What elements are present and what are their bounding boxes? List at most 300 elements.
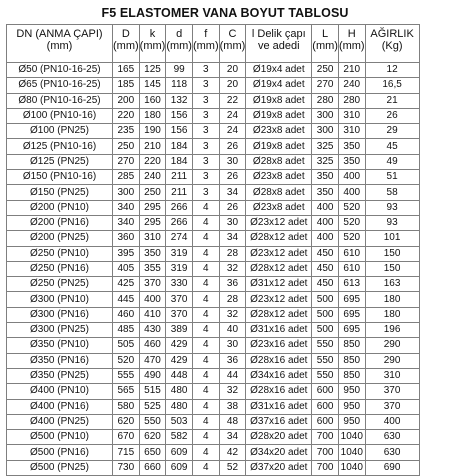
table-cell: 45 [365,139,419,154]
table-cell: 1040 [338,460,365,475]
table-cell: 52 [219,460,246,475]
table-cell: 4 [192,307,219,322]
table-cell: 500 [312,292,339,307]
table-cell: 180 [365,307,419,322]
table-cell: Ø19x4 adet [246,63,312,78]
table-cell: 4 [192,323,219,338]
table-cell: 520 [113,353,140,368]
table-cell: Ø200 (PN10) [7,200,113,215]
table-cell: 300 [312,124,339,139]
column-header-line: l Delik çapı [251,28,306,40]
table-cell: 450 [312,261,339,276]
column-header [312,25,339,63]
table-row [7,215,420,230]
table-cell: 4 [192,338,219,353]
table-cell: 310 [365,368,419,383]
table-cell: Ø28x16 adet [246,384,312,399]
table-cell: 520 [338,231,365,246]
table-cell: 266 [166,215,193,230]
table-cell: 490 [139,368,166,383]
table-row [7,108,420,123]
table-cell: Ø300 (PN16) [7,307,113,322]
table-cell: 400 [338,170,365,185]
table-cell: 4 [192,231,219,246]
table-cell: Ø350 (PN25) [7,368,113,383]
table-cell: 4 [192,368,219,383]
table-cell: 445 [113,292,140,307]
table-row [7,78,420,93]
table-row [7,460,420,475]
table-cell: 4 [192,414,219,429]
table-cell: 211 [166,185,193,200]
table-cell: Ø23x12 adet [246,292,312,307]
column-header-line: (Kg) [381,40,403,52]
table-cell: 850 [338,353,365,368]
table-cell: 695 [338,292,365,307]
table-cell: Ø23x8 adet [246,200,312,215]
table-cell: Ø19x4 adet [246,78,312,93]
column-header-line: H [347,28,356,40]
table-cell: 12 [365,63,419,78]
table-cell: Ø28x12 adet [246,261,312,276]
table-cell: Ø23x12 adet [246,246,312,261]
table-cell: Ø350 (PN10) [7,338,113,353]
table-cell: Ø300 (PN25) [7,323,113,338]
table-cell: Ø34x16 adet [246,368,312,383]
table-cell: 1040 [338,430,365,445]
table-cell: 4 [192,277,219,292]
table-row [7,63,420,78]
table-cell: 350 [312,170,339,185]
table-cell: 550 [312,368,339,383]
table-cell: 300 [113,185,140,200]
table-cell: 24 [219,108,246,123]
table-cell: 310 [338,124,365,139]
table-cell: 660 [139,460,166,475]
table-cell: 235 [113,124,140,139]
table-cell: 319 [166,261,193,276]
column-header-line: L [322,28,329,40]
column-header-line: d [176,28,183,40]
table-cell: 700 [312,430,339,445]
table-cell: Ø400 (PN10) [7,384,113,399]
table-cell: Ø500 (PN10) [7,430,113,445]
table-cell: 118 [166,78,193,93]
table-cell: 460 [113,307,140,322]
table-cell: 650 [139,445,166,460]
table-cell: Ø150 (PN10-16) [7,170,113,185]
dimension-table [6,24,420,476]
table-cell: 156 [166,124,193,139]
table-cell: 185 [113,78,140,93]
table-cell: 180 [365,292,419,307]
table-cell: 555 [113,368,140,383]
table-row [7,414,420,429]
table-cell: 310 [338,108,365,123]
table-cell: 28 [219,246,246,261]
table-cell: 400 [312,215,339,230]
table-row [7,399,420,414]
table-cell: 325 [312,154,339,169]
table-cell: 280 [338,93,365,108]
table-cell: 220 [113,108,140,123]
table-cell: 40 [219,323,246,338]
table-cell: 156 [166,108,193,123]
table-cell: 21 [365,93,419,108]
table-cell: 503 [166,414,193,429]
table-cell: 450 [312,246,339,261]
table-cell: 695 [338,323,365,338]
column-header-line: k [149,28,156,40]
table-cell: 266 [166,200,193,215]
column-header [246,25,312,63]
table-cell: 150 [365,246,419,261]
table-cell: Ø125 (PN10-16) [7,139,113,154]
table-cell: 370 [365,399,419,414]
table-cell: 610 [338,246,365,261]
table-cell: 425 [113,277,140,292]
table-cell: 163 [365,277,419,292]
column-header [139,25,166,63]
table-cell: 26 [219,139,246,154]
table-cell: 310 [139,231,166,246]
table-cell: 240 [139,170,166,185]
column-header [365,25,419,63]
table-cell: Ø23x16 adet [246,338,312,353]
table-cell: Ø28x8 adet [246,185,312,200]
table-cell: 580 [113,399,140,414]
table-cell: 26 [365,108,419,123]
page-title: F5 ELASTOMER VANA BOYUT TABLOSU [101,6,349,20]
table-cell: 36 [219,277,246,292]
table-cell: 42 [219,445,246,460]
column-header-line: (mm) [312,40,338,52]
table-cell: 730 [113,460,140,475]
table-cell: 3 [192,63,219,78]
table-cell: 1040 [338,445,365,460]
table-cell: 32 [219,384,246,399]
table-row [7,246,420,261]
table-row [7,368,420,383]
table-cell: 3 [192,124,219,139]
table-cell: 58 [365,185,419,200]
table-cell: Ø250 (PN10) [7,246,113,261]
table-cell: Ø23x8 adet [246,124,312,139]
column-header-line: AĞIRLIK [370,28,414,40]
column-header-line: ve adedi [257,40,300,52]
table-cell: 34 [219,430,246,445]
table-cell: Ø31x12 adet [246,277,312,292]
table-cell: Ø200 (PN25) [7,231,113,246]
table-cell: 20 [219,78,246,93]
table-cell: 36 [219,353,246,368]
table-cell: 16,5 [365,78,419,93]
table-cell: 32 [219,307,246,322]
table-cell: 609 [166,460,193,475]
table-cell: 4 [192,261,219,276]
table-cell: 400 [312,231,339,246]
table-cell: 190 [139,124,166,139]
column-header-line: (mm) [192,40,219,52]
table-cell: 565 [113,384,140,399]
table-row [7,323,420,338]
table-row [7,445,420,460]
table-cell: 3 [192,78,219,93]
table-cell: 3 [192,185,219,200]
table-cell: Ø28x16 adet [246,353,312,368]
table-cell: 38 [219,399,246,414]
table-cell: 22 [219,93,246,108]
table-cell: 610 [338,261,365,276]
table-cell: 600 [312,399,339,414]
table-cell: 520 [338,200,365,215]
column-header-line: D [121,28,130,40]
table-row [7,307,420,322]
table-cell: Ø400 (PN16) [7,399,113,414]
table-cell: 670 [113,430,140,445]
table-cell: 389 [166,323,193,338]
table-cell: Ø100 (PN10-16) [7,108,113,123]
table-cell: 196 [365,323,419,338]
table-cell: 400 [338,185,365,200]
table-cell: 51 [365,170,419,185]
table-cell: Ø28x12 adet [246,231,312,246]
table-cell: 3 [192,108,219,123]
column-header [166,25,193,63]
table-cell: Ø200 (PN16) [7,215,113,230]
table-cell: 525 [139,399,166,414]
table-cell: 4 [192,460,219,475]
table-cell: 350 [338,154,365,169]
table-cell: 250 [312,63,339,78]
table-row [7,261,420,276]
table-cell: 300 [312,108,339,123]
table-row [7,353,420,368]
table-cell: 950 [338,384,365,399]
table-cell: Ø100 (PN25) [7,124,113,139]
table-cell: 285 [113,170,140,185]
table-cell: Ø31x16 adet [246,399,312,414]
table-cell: 26 [219,170,246,185]
table-cell: Ø350 (PN16) [7,353,113,368]
table-row [7,139,420,154]
table-cell: Ø400 (PN25) [7,414,113,429]
table-cell: 30 [219,215,246,230]
table-cell: 290 [365,338,419,353]
table-row [7,292,420,307]
table-cell: Ø37x16 adet [246,414,312,429]
table-cell: 582 [166,430,193,445]
table-cell: 550 [139,414,166,429]
table-cell: 600 [312,414,339,429]
table-cell: 850 [338,338,365,353]
table-cell: 290 [365,353,419,368]
column-header-line: C [228,28,237,40]
table-cell: 4 [192,200,219,215]
column-header-line: (mm) [338,40,365,52]
table-cell: 850 [338,368,365,383]
table-cell: 480 [166,384,193,399]
column-header-line: f [204,28,208,40]
table-cell: 360 [113,231,140,246]
table-cell: Ø125 (PN25) [7,154,113,169]
table-cell: 520 [338,215,365,230]
table-cell: 4 [192,292,219,307]
table-row [7,170,420,185]
table-cell: 350 [312,185,339,200]
table-row [7,430,420,445]
table-cell: 370 [166,307,193,322]
table-cell: 505 [113,338,140,353]
table-cell: 26 [219,200,246,215]
table-cell: 370 [139,277,166,292]
column-header [192,25,219,63]
table-cell: 295 [139,200,166,215]
column-header-line: (mm) [166,40,192,52]
table-row [7,338,420,353]
table-cell: Ø28x20 adet [246,430,312,445]
table-cell: 695 [338,307,365,322]
table-cell: 274 [166,231,193,246]
table-row [7,124,420,139]
table-cell: 430 [139,323,166,338]
table-cell: 613 [338,277,365,292]
table-cell: 3 [192,139,219,154]
table-cell: 99 [166,63,193,78]
table-cell: 370 [365,384,419,399]
table-cell: Ø50 (PN10-16-25) [7,63,113,78]
table-cell: Ø80 (PN10-16-25) [7,93,113,108]
table-cell: 340 [113,215,140,230]
table-cell: 450 [312,277,339,292]
table-cell: 429 [166,338,193,353]
column-header [113,25,140,63]
table-cell: 210 [139,139,166,154]
table-cell: 30 [219,154,246,169]
table-cell: 29 [365,124,419,139]
table-cell: 184 [166,154,193,169]
table-body [7,63,420,476]
table-cell: 34 [219,231,246,246]
table-cell: 630 [365,430,419,445]
column-header [7,25,113,63]
table-cell: 24 [219,124,246,139]
table-cell: Ø250 (PN25) [7,277,113,292]
table-cell: 48 [219,414,246,429]
table-cell: 220 [139,154,166,169]
table-cell: Ø65 (PN10-16-25) [7,78,113,93]
table-cell: Ø28x12 adet [246,307,312,322]
table-cell: Ø19x8 adet [246,108,312,123]
table-cell: 93 [365,215,419,230]
column-header-line: (mm) [139,40,166,52]
table-cell: 700 [312,460,339,475]
table-cell: 145 [139,78,166,93]
table-cell: 448 [166,368,193,383]
table-cell: Ø37x20 adet [246,460,312,475]
table-cell: 609 [166,445,193,460]
table-cell: 44 [219,368,246,383]
table-cell: 4 [192,445,219,460]
table-cell: 950 [338,414,365,429]
table-cell: 410 [139,307,166,322]
table-cell: 600 [312,384,339,399]
column-header [338,25,365,63]
table-cell: Ø19x8 adet [246,93,312,108]
table-cell: 715 [113,445,140,460]
table-cell: 355 [139,261,166,276]
table-cell: 630 [365,445,419,460]
table-cell: 350 [338,139,365,154]
table-cell: 400 [312,200,339,215]
table-cell: 550 [312,338,339,353]
table-cell: 370 [166,292,193,307]
table-cell: 319 [166,246,193,261]
table-cell: Ø31x16 adet [246,323,312,338]
table-cell: 700 [312,445,339,460]
table-cell: 30 [219,338,246,353]
table-cell: Ø23x8 adet [246,170,312,185]
table-cell: 485 [113,323,140,338]
table-cell: 210 [338,63,365,78]
table-cell: 34 [219,185,246,200]
table-cell: 470 [139,353,166,368]
table-cell: 4 [192,215,219,230]
table-cell: 93 [365,200,419,215]
table-header [7,25,420,63]
table-row [7,384,420,399]
table-cell: 4 [192,430,219,445]
table-cell: 330 [166,277,193,292]
table-cell: 4 [192,384,219,399]
table-cell: Ø19x8 adet [246,139,312,154]
table-cell: 250 [139,185,166,200]
table-cell: Ø500 (PN25) [7,460,113,475]
column-header-line: (mm) [219,40,246,52]
table-row [7,277,420,292]
table-cell: 211 [166,170,193,185]
table-cell: 160 [139,93,166,108]
table-row [7,93,420,108]
table-cell: 125 [139,63,166,78]
table-cell: 4 [192,353,219,368]
table-cell: 184 [166,139,193,154]
table-cell: 270 [312,78,339,93]
table-cell: 295 [139,215,166,230]
column-header-line: DN (ANMA ÇAPI) [16,28,103,40]
table-cell: 620 [113,414,140,429]
table-cell: 429 [166,353,193,368]
table-cell: 395 [113,246,140,261]
table-cell: 3 [192,93,219,108]
table-row [7,185,420,200]
table-cell: 49 [365,154,419,169]
table-cell: 400 [139,292,166,307]
table-cell: 690 [365,460,419,475]
table-cell: 3 [192,154,219,169]
table-cell: 132 [166,93,193,108]
table-cell: 280 [312,93,339,108]
table-cell: Ø23x12 adet [246,215,312,230]
table-cell: 32 [219,261,246,276]
table-cell: 180 [139,108,166,123]
table-cell: 200 [113,93,140,108]
table-row [7,231,420,246]
table-row [7,200,420,215]
table-cell: Ø150 (PN25) [7,185,113,200]
table-cell: Ø28x8 adet [246,154,312,169]
table-cell: 550 [312,353,339,368]
